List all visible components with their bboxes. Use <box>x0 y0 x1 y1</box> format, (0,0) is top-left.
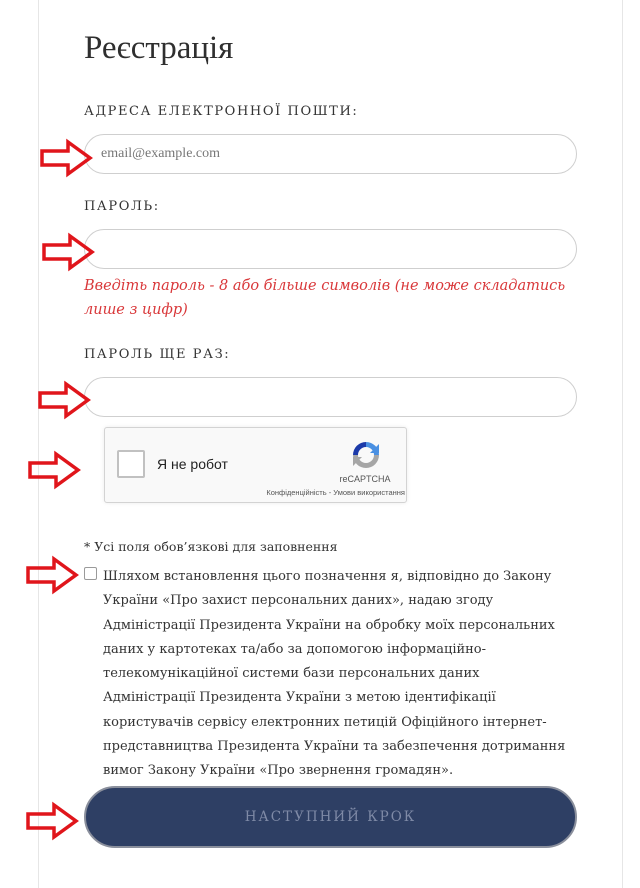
recaptcha-checkbox[interactable] <box>117 450 145 478</box>
red-arrow-icon <box>24 555 80 595</box>
red-arrow-icon <box>24 801 80 841</box>
password-repeat-field[interactable] <box>84 377 577 417</box>
red-arrow-icon <box>36 380 92 420</box>
password-label: ПАРОЛЬ: <box>84 199 160 214</box>
password-field[interactable] <box>84 229 577 269</box>
recaptcha-brand: reCAPTCHA <box>339 474 391 484</box>
password-repeat-label: ПАРОЛЬ ЩЕ РАЗ: <box>84 347 231 362</box>
red-arrow-icon <box>38 138 94 178</box>
right-frame-line <box>622 0 623 888</box>
red-arrow-icon <box>40 232 96 272</box>
email-field[interactable] <box>84 134 577 174</box>
recaptcha-links[interactable]: Конфіденційність - Умови використання <box>266 488 405 497</box>
page-title: Реєстрація <box>84 30 234 66</box>
consent-checkbox[interactable] <box>84 567 97 580</box>
consent-text: Шляхом встановлення цього позначення я, відповідно до Закону України «Про захист персональних даних», надаю згоду Адміністрації Президента України на обробку моїх персональних даних у картотеках та/або за допомогою інформаційно-телекомунікаційної системи бази персональних даних Адміністрації Президента України з метою ідентифікації користувачів сервісу електронних петицій Офіційного інтернет-представництва Президента України та забезпечення дотримання вимог Закону України «Про звернення громадян». <box>103 569 566 779</box>
password-hint: Введіть пароль - 8 або більше символів (не може складатись лише з цифр) <box>84 278 566 318</box>
left-frame-line <box>38 0 39 888</box>
recaptcha-logo-icon <box>349 438 383 472</box>
next-step-button[interactable]: НАСТУПНИЙ КРОК <box>84 786 577 848</box>
required-fields-note: * Усі поля обов’язкові для заповнення <box>84 539 338 554</box>
red-arrow-icon <box>26 450 82 490</box>
email-label: АДРЕСА ЕЛЕКТРОННОЇ ПОШТИ: <box>84 104 359 119</box>
recaptcha-widget <box>104 427 407 503</box>
recaptcha-label: Я не робот <box>157 456 228 472</box>
